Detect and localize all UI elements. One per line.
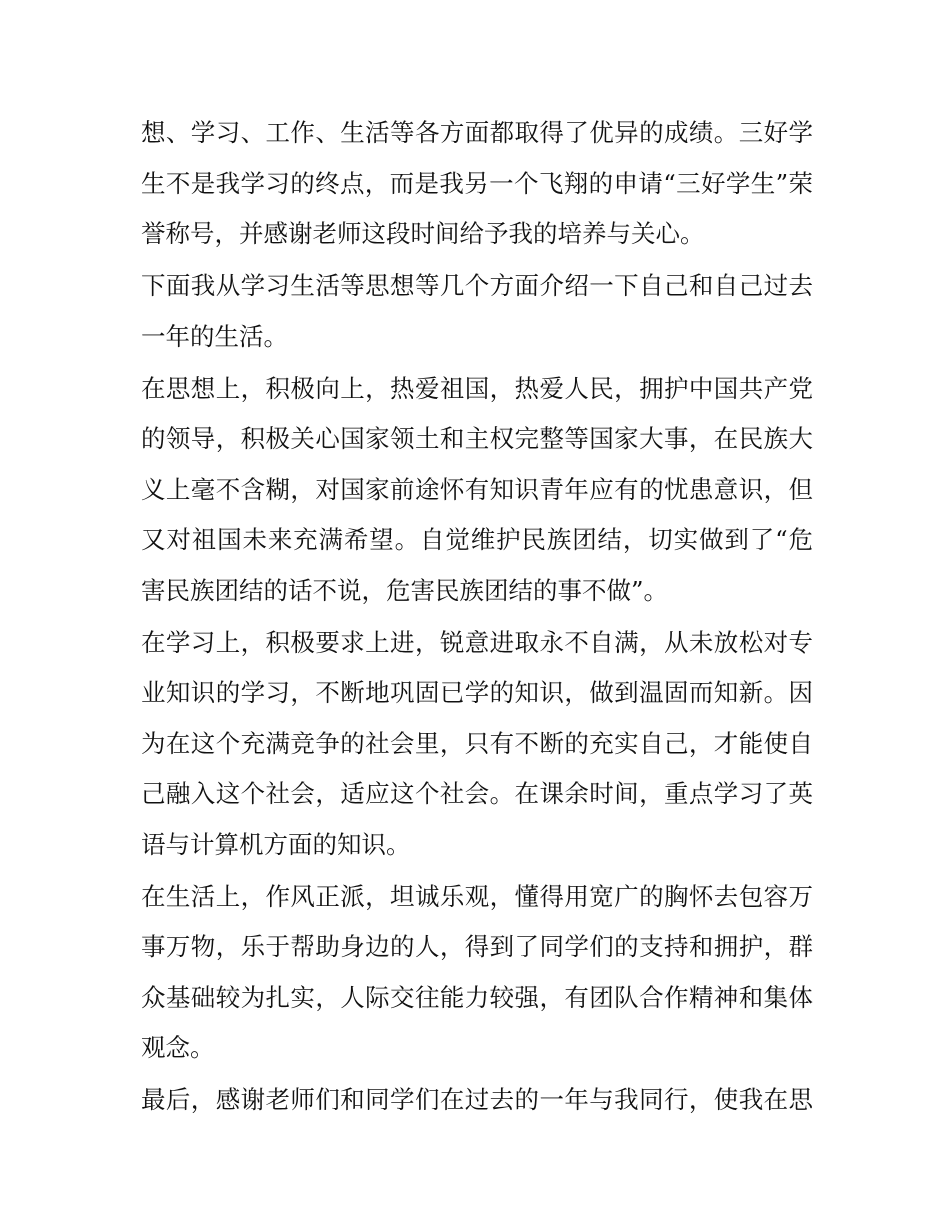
text-line: 在思想上，积极向上，热爱祖国，热爱人民，拥护中国共产党 xyxy=(141,373,813,403)
text-line: 想、学习、工作、生活等各方面都取得了优异的成绩。三好学 xyxy=(141,118,813,147)
text-line: 最后，感谢老师们和同学们在过去的一年与我同行，使我在思 xyxy=(141,1085,813,1114)
text-line: 一年的生活。 xyxy=(141,321,288,351)
text-line: 又对祖国未来充满希望。自觉维护民族团结，切实做到了“危 xyxy=(141,525,813,554)
paragraph-study xyxy=(141,618,813,871)
text-line: 己融入这个社会，适应这个社会。在课余时间，重点学习了英 xyxy=(141,779,813,808)
paragraph-ideology xyxy=(141,364,813,617)
paragraph-closing xyxy=(141,1075,813,1126)
text-line: 誉称号，并感谢老师这段时间给予我的培养与关心。 xyxy=(141,219,705,248)
text-line: 在生活上，作风正派，坦诚乐观，懂得用宽广的胸怀去包容万 xyxy=(141,881,813,911)
text-line: 义上毫不含糊，对国家前途怀有知识青年应有的忧患意识，但 xyxy=(141,474,813,504)
text-line: 业知识的学习，不断地巩固已学的知识，做到温固而知新。因 xyxy=(141,678,813,707)
paragraph-life xyxy=(141,872,813,1074)
text-line: 害民族团结的话不说，危害民族团结的事不做”。 xyxy=(141,575,669,605)
text-line: 在学习上，积极要求上进，锐意进取永不自满，从未放松对专 xyxy=(141,627,813,657)
text-line: 事万物，乐于帮助身边的人，得到了同学们的支持和拥护，群 xyxy=(141,932,813,961)
text-line: 观念。 xyxy=(141,1033,215,1062)
paragraph-achievements xyxy=(141,108,813,260)
text-line: 为在这个充满竞争的社会里，只有不断的充实自己，才能使自 xyxy=(141,728,813,758)
text-line: 语与计算机方面的知识。 xyxy=(141,829,411,859)
document-body xyxy=(141,108,813,1126)
text-line: 下面我从学习生活等思想等几个方面介绍一下自己和自己过去 xyxy=(141,271,813,300)
text-line: 的领导，积极关心国家领土和主权完整等国家大事，在民族大 xyxy=(141,424,813,453)
text-line: 众基础较为扎实，人际交往能力较强，有团队合作精神和集体 xyxy=(141,982,813,1012)
text-line: 生不是我学习的终点，而是我另一个飞翔的申请“三好学生”荣 xyxy=(141,168,813,198)
paragraph-introduction xyxy=(141,261,813,362)
